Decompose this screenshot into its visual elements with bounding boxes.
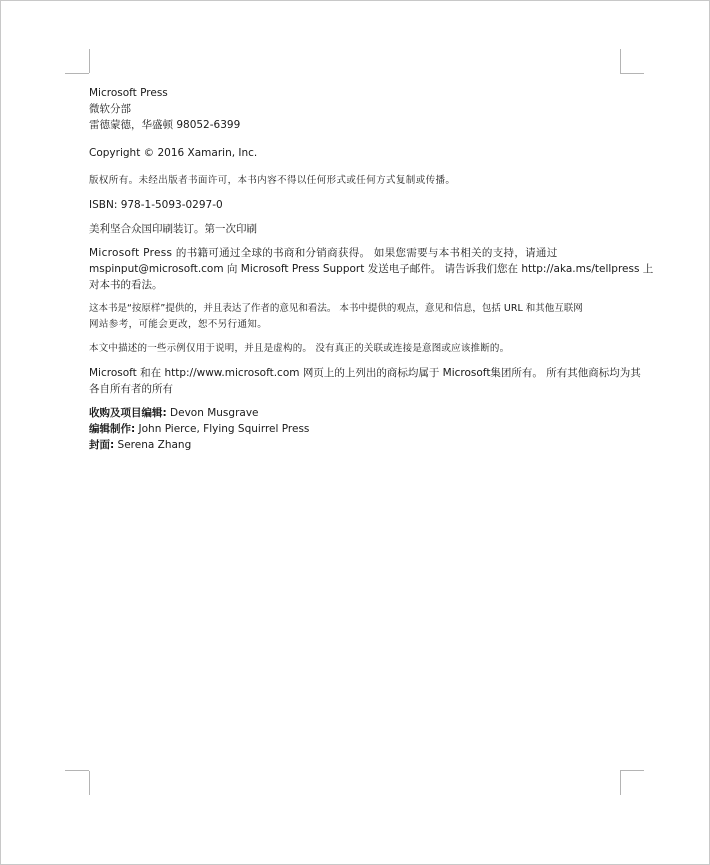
crop-mark-top-right-vertical bbox=[620, 49, 621, 73]
credit-acquisitions-editor bbox=[89, 405, 629, 421]
support-line-1: Microsoft Press 的书籍可通过全球的书商和分销商获得。 如果您需要与本书相关的支持，请通过 bbox=[89, 247, 558, 259]
publisher-name: Microsoft Press bbox=[89, 87, 168, 99]
credit-label: 收购及项目编辑: bbox=[89, 407, 167, 419]
disclaimer-line-2: 网站参考，可能会更改，恕不另行通知。 bbox=[89, 319, 268, 330]
publisher-address: 雷德蒙德，华盛顿 98052-6399 bbox=[89, 119, 241, 131]
rights-statement: 版权所有。未经出版者书面许可，本书内容不得以任何形式或任何方式复制或传播。 bbox=[89, 175, 456, 186]
credit-editorial-production bbox=[89, 421, 629, 437]
credit-value: John Pierce, Flying Squirrel Press bbox=[135, 423, 310, 435]
trademarks-paragraph bbox=[89, 365, 641, 397]
disclaimer-line-1: 这本书是“按原样”提供的，并且表达了作者的意见和看法。 本书中提供的观点，意见和信息，包括 URL 和其他互联网 bbox=[89, 303, 583, 314]
copyright-page-content bbox=[89, 85, 654, 453]
support-line-3: 对本书的看法。 bbox=[89, 279, 163, 291]
credit-value: Serena Zhang bbox=[114, 439, 192, 451]
printing-info: 美利坚合众国印刷装订。第一次印刷 bbox=[89, 223, 257, 235]
isbn: ISBN: 978-1-5093-0297-0 bbox=[89, 199, 223, 211]
crop-mark-bottom-right-vertical bbox=[620, 771, 621, 795]
credit-label: 编辑制作: bbox=[89, 423, 136, 435]
trademarks-line-1: Microsoft 和在 http://www.microsoft.com 网页上的上列出的商标均属于 Microsoft集团所有。 所有其他商标均为其 bbox=[89, 367, 641, 379]
credits-block bbox=[89, 405, 629, 453]
crop-mark-bottom-right-horizontal bbox=[620, 770, 644, 771]
publisher-block bbox=[89, 85, 629, 133]
crop-mark-top-left-vertical bbox=[89, 49, 90, 73]
credit-label: 封面: bbox=[89, 439, 115, 451]
support-paragraph bbox=[89, 245, 654, 293]
credit-cover bbox=[89, 437, 629, 453]
fiction-notice: 本文中描述的一些示例仅用于说明，并且是虚构的。 没有真正的关联或连接是意图或应该推断的。 bbox=[89, 343, 510, 354]
crop-mark-bottom-left-horizontal bbox=[65, 770, 89, 771]
disclaimer-paragraph bbox=[89, 301, 629, 333]
crop-mark-bottom-left-vertical bbox=[89, 771, 90, 795]
support-line-2: mspinput@microsoft.com 向 Microsoft Press Support 发送电子邮件。 请告诉我们您在 http://aka.ms/tellpress 上 bbox=[89, 263, 654, 275]
crop-mark-top-left-horizontal bbox=[65, 73, 89, 74]
crop-mark-top-right-horizontal bbox=[620, 73, 644, 74]
credit-value: Devon Musgrave bbox=[166, 407, 259, 419]
copyright-notice: Copyright © 2016 Xamarin, Inc. bbox=[89, 147, 258, 159]
publisher-division: 微软分部 bbox=[89, 103, 131, 115]
trademarks-line-2: 各自所有者的所有 bbox=[89, 383, 173, 395]
